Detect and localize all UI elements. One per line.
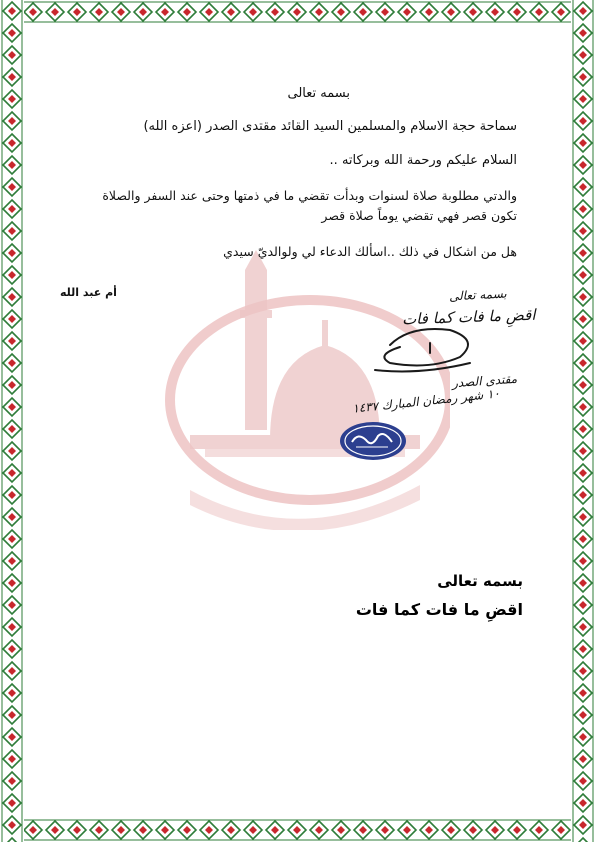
decorative-border-top xyxy=(0,0,595,24)
handwritten-date: ١٠ شهر رمضان المبارك ١٤٣٧ xyxy=(351,386,501,416)
decorative-border-right xyxy=(571,0,595,842)
question-body-line-3: هل من اشكال في ذلك ..اسألك الدعاء لي ولوالديّ سيدي xyxy=(223,244,517,259)
typed-reply-heading: بسمه تعالى xyxy=(437,572,523,590)
handwritten-signature-name: مقتدى الصدر xyxy=(451,371,518,391)
question-body-line-1: والدتي مطلوبة صلاة لسنوات وبدأت تقضي ما في ذمتها وحتى عند السفر والصلاة xyxy=(102,188,517,203)
question-heading: بسمه تعالى xyxy=(287,86,350,101)
decorative-border-left xyxy=(0,0,24,842)
handwritten-reply-heading: بسمه تعالى xyxy=(448,286,508,304)
official-seal-icon xyxy=(338,420,408,462)
handwritten-reply-ruling: اقضِ ما فات كما فات xyxy=(401,305,536,329)
decorative-border-bottom xyxy=(0,818,595,842)
question-body-line-2: تكون قصر فهي تقضي يوماً صلاة قصر xyxy=(321,208,517,223)
question-addressee: سماحة حجة الاسلام والمسلمين السيد القائد مقتدى الصدر (اعزه الله) xyxy=(143,119,517,134)
typed-reply-body: اقضِ ما فات كما فات xyxy=(355,600,523,619)
signature-icon xyxy=(280,285,560,465)
question-sender: أم عبد الله xyxy=(60,286,117,299)
question-greeting: السلام عليكم ورحمة الله وبركاته .. xyxy=(329,153,517,168)
